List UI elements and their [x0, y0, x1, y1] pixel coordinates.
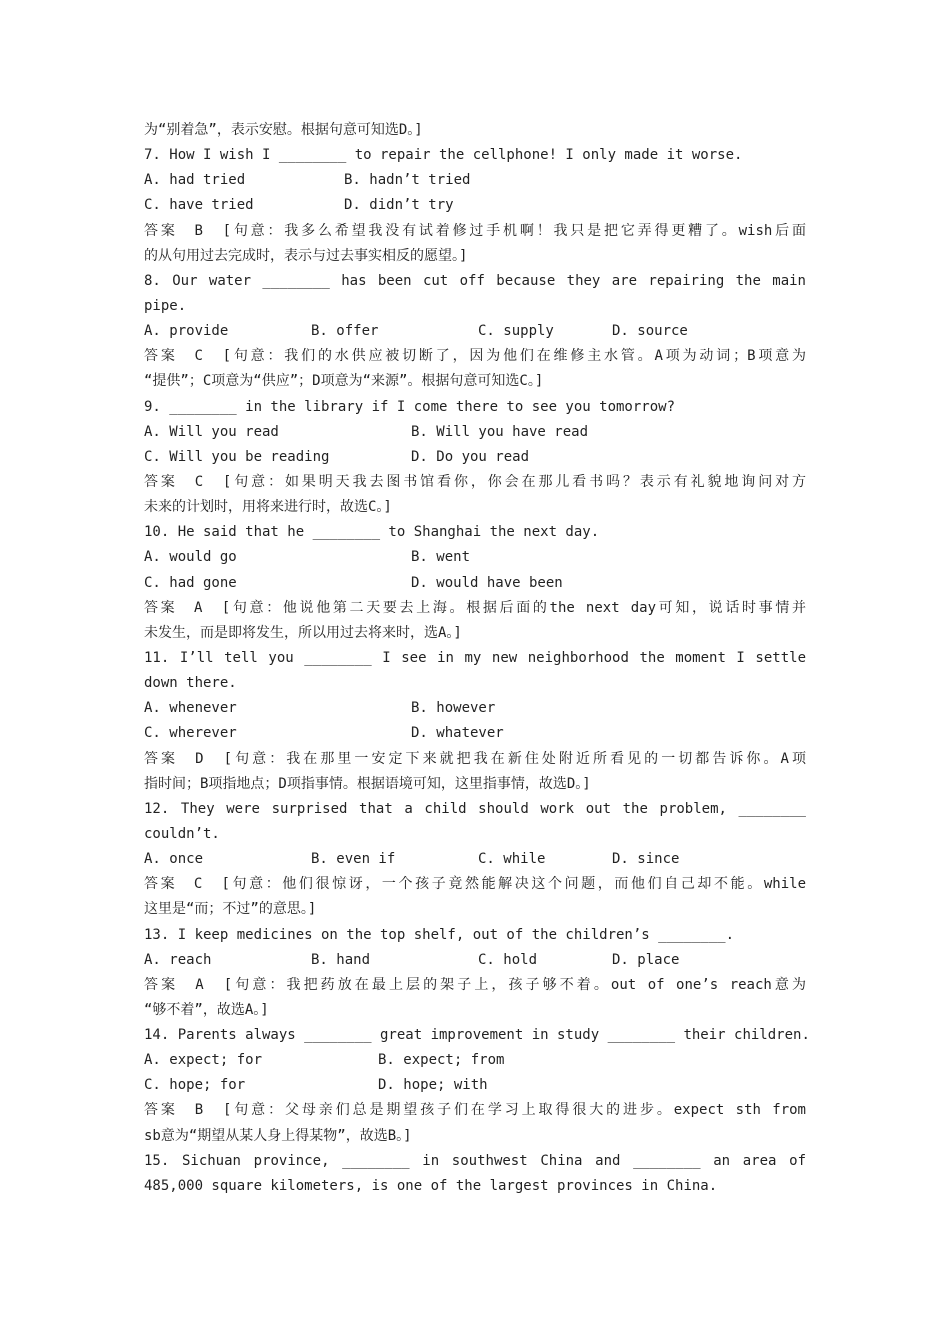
option-a: A. would go: [144, 549, 237, 566]
option-d: D. didn’t try: [344, 197, 454, 214]
option-d: D. source: [612, 323, 688, 340]
document-page: [144, 118, 810, 1199]
option-b: B. expect; from: [378, 1052, 505, 1069]
question-13: 13. I keep medicines on the top shelf, out of the children’s ________.: [144, 926, 735, 943]
question-15: 15. Sichuan province, ________ in southwest China and ________ an area of: [144, 1152, 806, 1169]
answer-line: 这里是“而；不过”的意思。]: [144, 901, 317, 918]
option-d: D. would have been: [411, 574, 563, 591]
option-a: A. reach: [144, 951, 212, 968]
answer-line: 答案 C [句意：我们的水供应被切断了，因为他们在维修主水管。A项为动词；B项意为: [144, 348, 806, 365]
option-a: A. once: [144, 851, 204, 868]
answer-line: 答案 B [句意：我多么希望我没有试着修过手机啊！我只是把它弄得更糟了。wish后面: [144, 222, 806, 239]
option-c: C. have tried: [144, 197, 254, 214]
option-c: C. hope; for: [144, 1077, 246, 1094]
option-b: B. went: [411, 549, 471, 566]
question-12-cont: couldn’t.: [144, 825, 220, 842]
options-row: [144, 948, 806, 973]
answer-line: 指时间；B项指地点；D项指事情。根据语境可知，这里指事情，故选D。]: [144, 775, 591, 792]
option-d: D. Do you read: [411, 448, 530, 465]
options-row: [144, 545, 806, 570]
options-row: [144, 696, 806, 721]
question-14: 14. Parents always ________ great improvement in study ________ their children.: [144, 1027, 810, 1044]
answer-line: sb意为“期望从某人身上得某物”，故选B。]: [144, 1127, 412, 1144]
answer-line: 未来的计划时，用将来进行时，故选C。]: [144, 499, 392, 516]
answer-line: 答案 C [句意：如果明天我去图书馆看你，你会在那儿看书吗？表示有礼貌地询问对方: [144, 473, 806, 490]
question-15-cont: 485,000 square kilometers, is one of the largest provinces in China.: [144, 1177, 718, 1194]
option-c: C. hold: [478, 951, 538, 968]
option-b: B. hadn’t tried: [344, 172, 471, 189]
option-a: A. had tried: [144, 172, 246, 189]
option-a: A. provide: [144, 323, 229, 340]
options-row: [144, 1048, 806, 1073]
option-b: B. even if: [311, 851, 396, 868]
answer-line: 为“别着急”，表示安慰。根据句意可知选D。]: [144, 122, 423, 138]
answer-line: 答案 A [句意：他说他第二天要去上海。根据后面的the next day可知，说话时事情并: [144, 599, 806, 616]
options-row: [144, 168, 806, 193]
options-row: [144, 193, 806, 218]
answer-line: 答案 C [句意：他们很惊讶，一个孩子竟然能解决这个问题，而他们自己却不能。while: [144, 876, 806, 893]
option-d: D. whatever: [411, 725, 504, 742]
options-row: [144, 721, 806, 746]
question-8-cont: pipe.: [144, 297, 187, 314]
answer-line: “提供”；C项意为“供应”；D项意为“来源”。根据句意可知选C。]: [144, 373, 544, 390]
options-row: [144, 1073, 806, 1098]
option-a: A. whenever: [144, 700, 237, 717]
option-d: D. place: [612, 951, 680, 968]
option-b: B. hand: [311, 951, 371, 968]
options-row: [144, 571, 806, 596]
option-a: A. expect; for: [144, 1052, 263, 1069]
question-12: 12. They were surprised that a child should work out the problem, ________: [144, 800, 806, 817]
options-row: [144, 420, 806, 445]
option-c: C. while: [478, 851, 546, 868]
option-c: C. wherever: [144, 725, 237, 742]
answer-line: 的从句用过去完成时，表示与过去事实相反的愿望。]: [144, 247, 468, 264]
option-c: C. supply: [478, 323, 554, 340]
options-row: [144, 319, 806, 344]
answer-line: 答案 B [句意：父母亲们总是期望孩子们在学习上取得很大的进步。expect sth from: [144, 1102, 806, 1119]
options-row: [144, 847, 806, 872]
option-b: B. however: [411, 700, 496, 717]
question-11: 11. I’ll tell you ________ I see in my new neighborhood the moment I settle: [144, 649, 806, 666]
options-row: [144, 445, 806, 470]
option-a: A. Will you read: [144, 423, 279, 440]
question-7: 7. How I wish I ________ to repair the cellphone! I only made it worse.: [144, 147, 743, 164]
question-8: 8. Our water ________ has been cut off because they are repairing the main: [144, 272, 806, 289]
question-9: 9. ________ in the library if I come there to see you tomorrow?: [144, 398, 676, 415]
question-11-cont: down there.: [144, 675, 237, 692]
option-d: D. since: [612, 851, 680, 868]
option-c: C. had gone: [144, 574, 237, 591]
answer-line: 未发生，而是即将发生，所以用过去将来时，选A。]: [144, 624, 462, 641]
option-b: B. offer: [311, 323, 379, 340]
answer-line: “够不着”，故选A。]: [144, 1001, 269, 1018]
option-d: D. hope; with: [378, 1077, 488, 1094]
option-b: B. Will you have read: [411, 423, 589, 440]
answer-line: 答案 A [句意：我把药放在最上层的架子上，孩子够不着。out of one’s reach意为: [144, 976, 806, 993]
question-10: 10. He said that he ________ to Shanghai the next day.: [144, 524, 600, 541]
option-c: C. Will you be reading: [144, 448, 330, 465]
answer-line: 答案 D [句意：我在那里一安定下来就把我在新住处附近所看见的一切都告诉你。A项: [144, 750, 806, 767]
